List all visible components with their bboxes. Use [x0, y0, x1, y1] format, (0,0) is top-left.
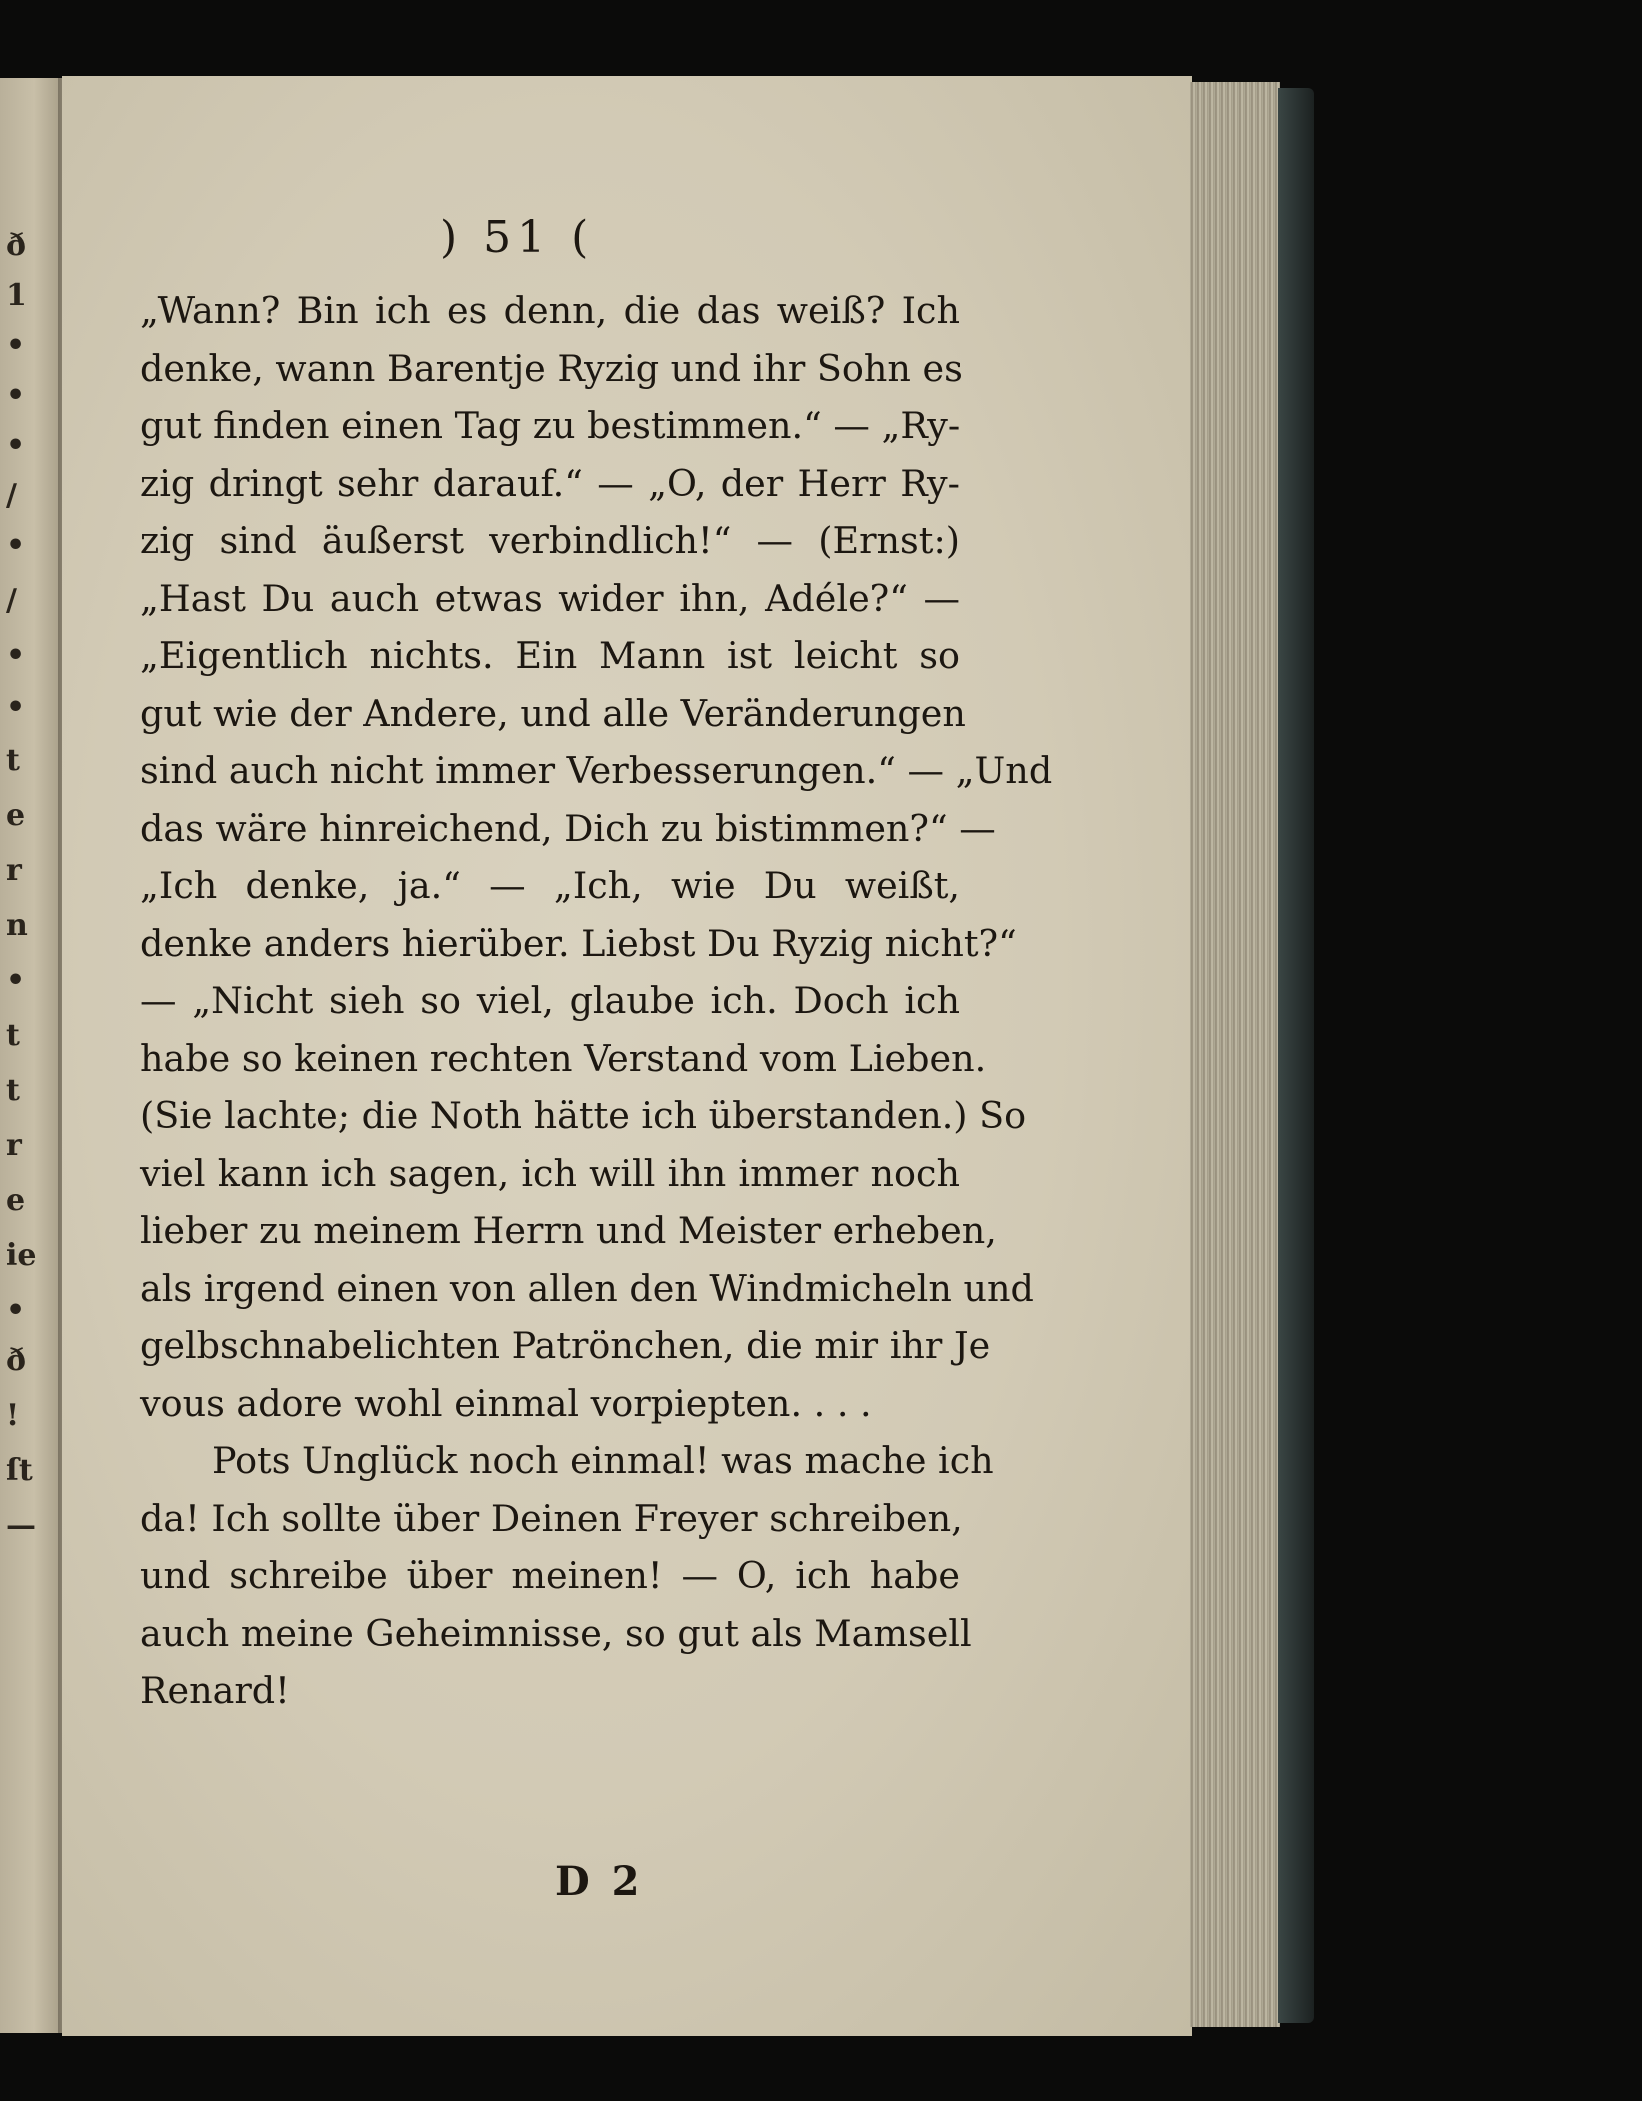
- text-line: Renard!: [140, 1669, 290, 1712]
- text-line: das wäre hinreichend, Dich zu bistimmen?“ —: [140, 806, 996, 850]
- signature-mark: D 2: [555, 1858, 644, 1905]
- text-line: gut wie der Andere, und alle Veränderungen: [140, 691, 966, 735]
- left-page-fragment: t: [6, 1018, 20, 1053]
- left-page-fragment: —: [6, 1508, 36, 1543]
- left-page-fragment: •: [6, 378, 26, 413]
- left-page-fragment: r: [6, 1128, 22, 1163]
- text-line: viel kann ich sagen, ich will ihn immer noch: [140, 1151, 960, 1195]
- left-page-fragment: t: [6, 743, 20, 778]
- left-page-fragment: •: [6, 690, 26, 725]
- left-page-fragment: !: [6, 1398, 20, 1433]
- left-page-fragment: e: [6, 1183, 26, 1218]
- previous-page-edge: [0, 78, 62, 2033]
- text-line: „Ich denke, ja.“ — „Ich, wie Du weißt,: [140, 864, 960, 907]
- left-page-fragment: 1: [6, 278, 27, 313]
- text-line: denke anders hierüber. Liebst Du Ryzig nicht?“: [140, 921, 1017, 965]
- left-page-fragment: ð: [6, 1343, 27, 1378]
- left-page-fragment: t: [6, 1073, 20, 1108]
- left-page-fragment: •: [6, 963, 26, 998]
- text-line: Pots Unglück noch einmal! was mache ich: [212, 1439, 994, 1482]
- text-line: lieber zu meinem Herrn und Meister erheben,: [140, 1209, 997, 1252]
- text-line: zig sind äußerst verbindlich!“ — (Ernst:): [140, 519, 960, 562]
- page-edges: [1190, 82, 1280, 2027]
- text-line: denke, wann Barentje Ryzig und ihr Sohn es: [140, 346, 963, 390]
- text-line: „Eigentlich nichts. Ein Mann ist leicht so: [140, 634, 960, 677]
- text-line: da! Ich sollte über Deinen Freyer schreiben,: [140, 1496, 963, 1540]
- left-page-fragment: ſt: [6, 1453, 33, 1488]
- left-page-fragment: ð: [6, 228, 27, 263]
- text-line: „Hast Du auch etwas wider ihn, Adéle?“ —: [140, 576, 960, 620]
- left-page-fragment: e: [6, 798, 26, 833]
- text-line: (Sie lachte; die Noth hätte ich überstanden.) So: [140, 1094, 1027, 1137]
- text-line: habe so keinen rechten Verstand vom Lieben.: [140, 1036, 987, 1080]
- left-page-fragment: •: [6, 528, 26, 563]
- text-line: vous adore wohl einmal vorpiepten. . . .: [140, 1381, 872, 1425]
- text-line: gut finden einen Tag zu bestimmen.“ — „Ry-: [140, 404, 961, 447]
- text-line: und schreibe über meinen! — O, ich habe: [140, 1554, 960, 1597]
- text-line: als irgend einen von allen den Windmicheln und: [140, 1266, 1034, 1310]
- left-page-fragment: •: [6, 638, 26, 673]
- left-page-fragment: /: [6, 478, 17, 513]
- left-page-fragment: ie: [6, 1238, 37, 1273]
- left-page-fragment: r: [6, 853, 22, 888]
- left-page-fragment: •: [6, 428, 26, 463]
- text-line: „Wann? Bin ich es denn, die das weiß? Ich: [140, 289, 960, 332]
- book-cover-edge: [1278, 88, 1314, 2023]
- left-page-fragment: •: [6, 1293, 26, 1328]
- left-page-fragment: n: [6, 908, 28, 943]
- left-page-fragment: /: [6, 583, 17, 618]
- page-number-header: ) 51 (: [440, 212, 595, 263]
- text-line: zig dringt sehr darauf.“ — „O, der Herr Ry-: [140, 461, 960, 505]
- text-line: — „Nicht sieh so viel, glaube ich. Doch ich: [140, 979, 960, 1022]
- left-page-fragment: •: [6, 328, 26, 363]
- body-text: [140, 282, 1053, 1720]
- text-line: auch meine Geheimnisse, so gut als Mamsell: [140, 1611, 972, 1655]
- text-line: sind auch nicht immer Verbesserungen.“ — „Und: [140, 749, 1053, 792]
- text-line: gelbschnabelichten Patrönchen, die mir ihr Je: [140, 1324, 991, 1367]
